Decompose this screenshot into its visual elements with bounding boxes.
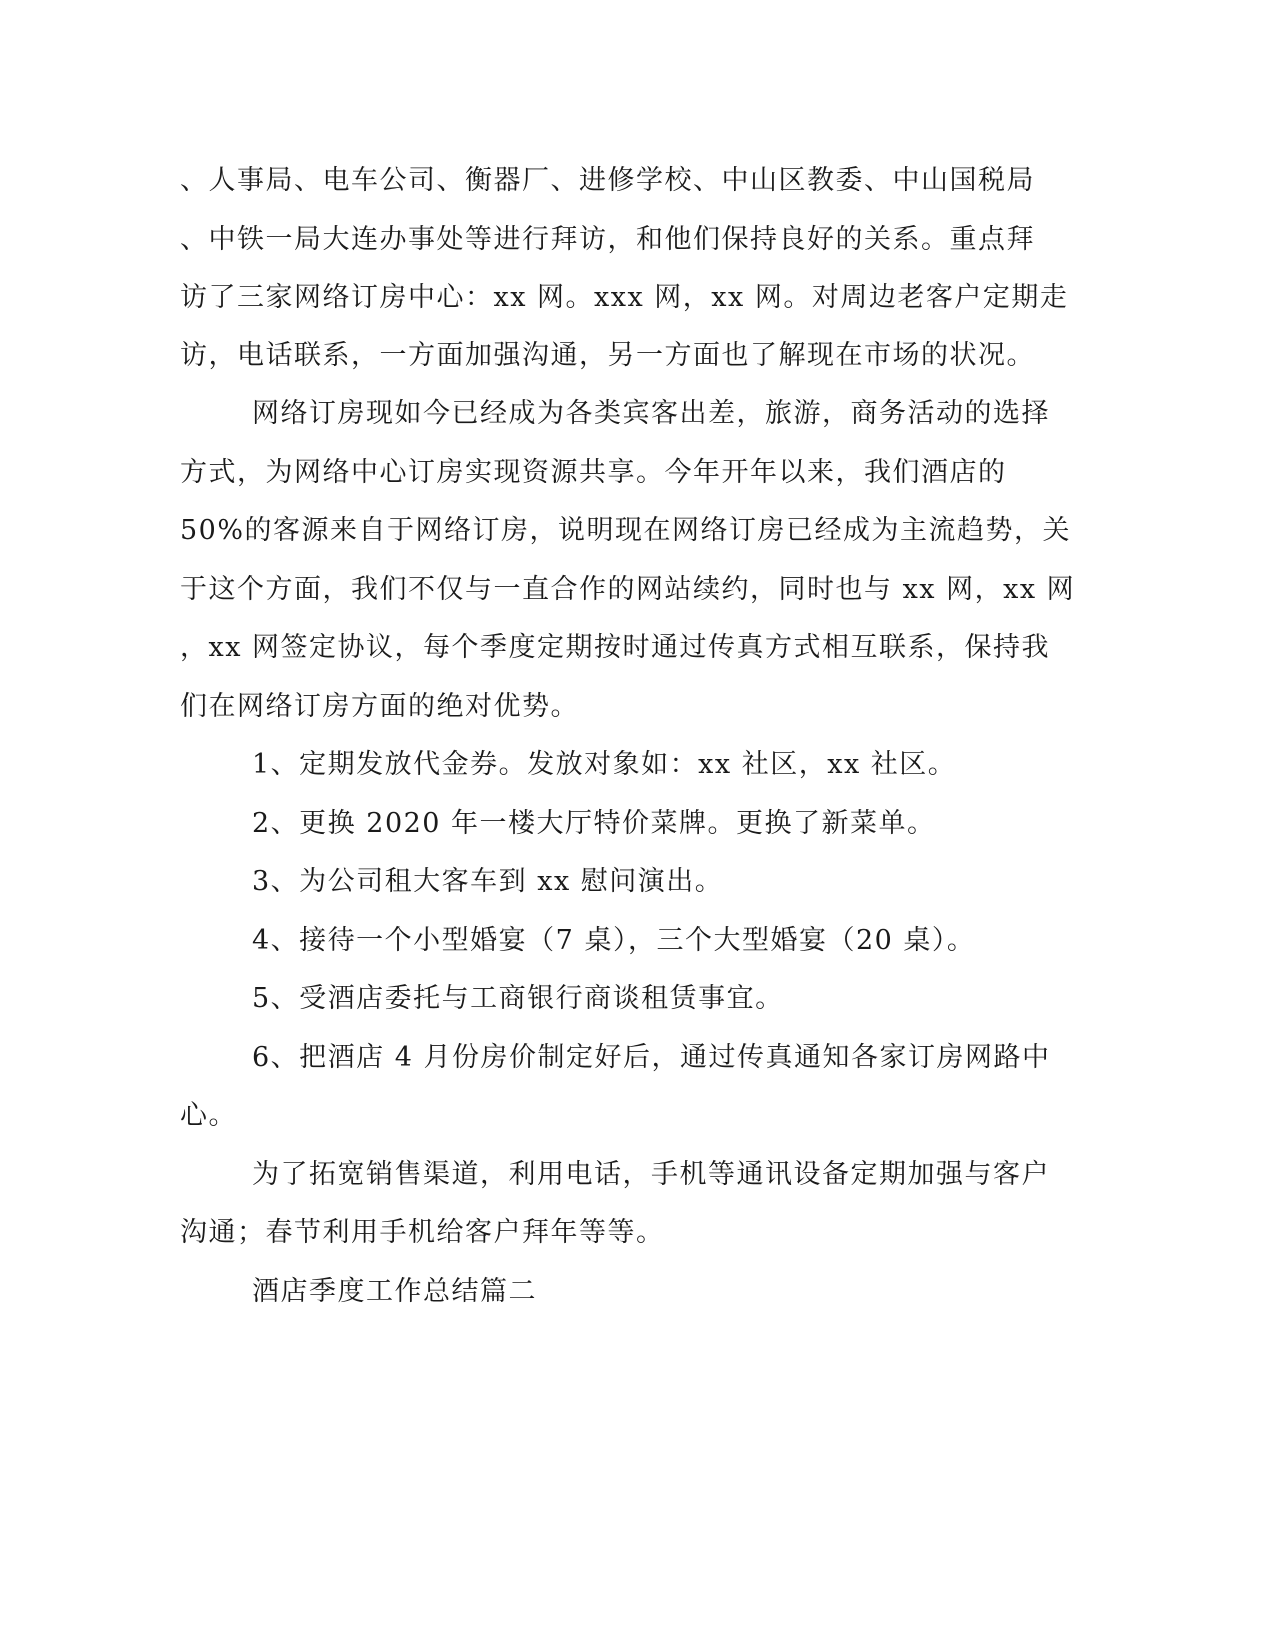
- list-item: 1、定期发放代金券。发放对象如：xx 社区，xx 社区。: [252, 749, 957, 780]
- text-line: 心。: [180, 1100, 237, 1131]
- list-item: 6、把酒店 4 月份房价制定好后，通过传真通知各家订房网路中: [252, 1042, 1051, 1073]
- paragraph-start-line: 为了拓宽销售渠道，利用电话，手机等通讯设备定期加强与客户: [252, 1159, 1050, 1190]
- paragraph-start-line: 网络订房现如今已经成为各类宾客出差，旅游，商务活动的选择: [252, 398, 1050, 429]
- text-line: 于这个方面，我们不仅与一直合作的网站续约，同时也与 xx 网，xx 网: [180, 574, 1076, 605]
- text-line: 沟通；春节利用手机给客户拜年等等。: [180, 1217, 665, 1248]
- list-item: 4、接待一个小型婚宴（7 桌），三个大型婚宴（20 桌）。: [252, 925, 976, 956]
- list-item: 2、更换 2020 年一楼大厅特价菜牌。更换了新菜单。: [252, 808, 936, 839]
- text-line: 方式，为网络中心订房实现资源共享。今年开年以来，我们酒店的: [180, 457, 1007, 488]
- section-heading: 酒店季度工作总结篇二: [252, 1276, 537, 1307]
- text-line: 们在网络订房方面的绝对优势。: [180, 691, 579, 722]
- text-line: 50%的客源来自于网络订房，说明现在网络订房已经成为主流趋势，关: [180, 515, 1072, 546]
- text-line: 、人事局、电车公司、衡器厂、进修学校、中山区教委、中山国税局: [180, 165, 1035, 196]
- text-line: 、中铁一局大连办事处等进行拜访，和他们保持良好的关系。重点拜: [180, 224, 1035, 255]
- text-line: 访了三家网络订房中心：xx 网。xxx 网，xx 网。对周边老客户定期走: [180, 282, 1069, 313]
- text-line: ，xx 网签定协议，每个季度定期按时通过传真方式相互联系，保持我: [180, 632, 1051, 663]
- list-item: 3、为公司租大客车到 xx 慰问演出。: [252, 866, 724, 897]
- list-item: 5、受酒店委托与工商银行商谈租赁事宜。: [252, 983, 784, 1014]
- text-line: 访，电话联系，一方面加强沟通，另一方面也了解现在市场的状况。: [180, 340, 1035, 371]
